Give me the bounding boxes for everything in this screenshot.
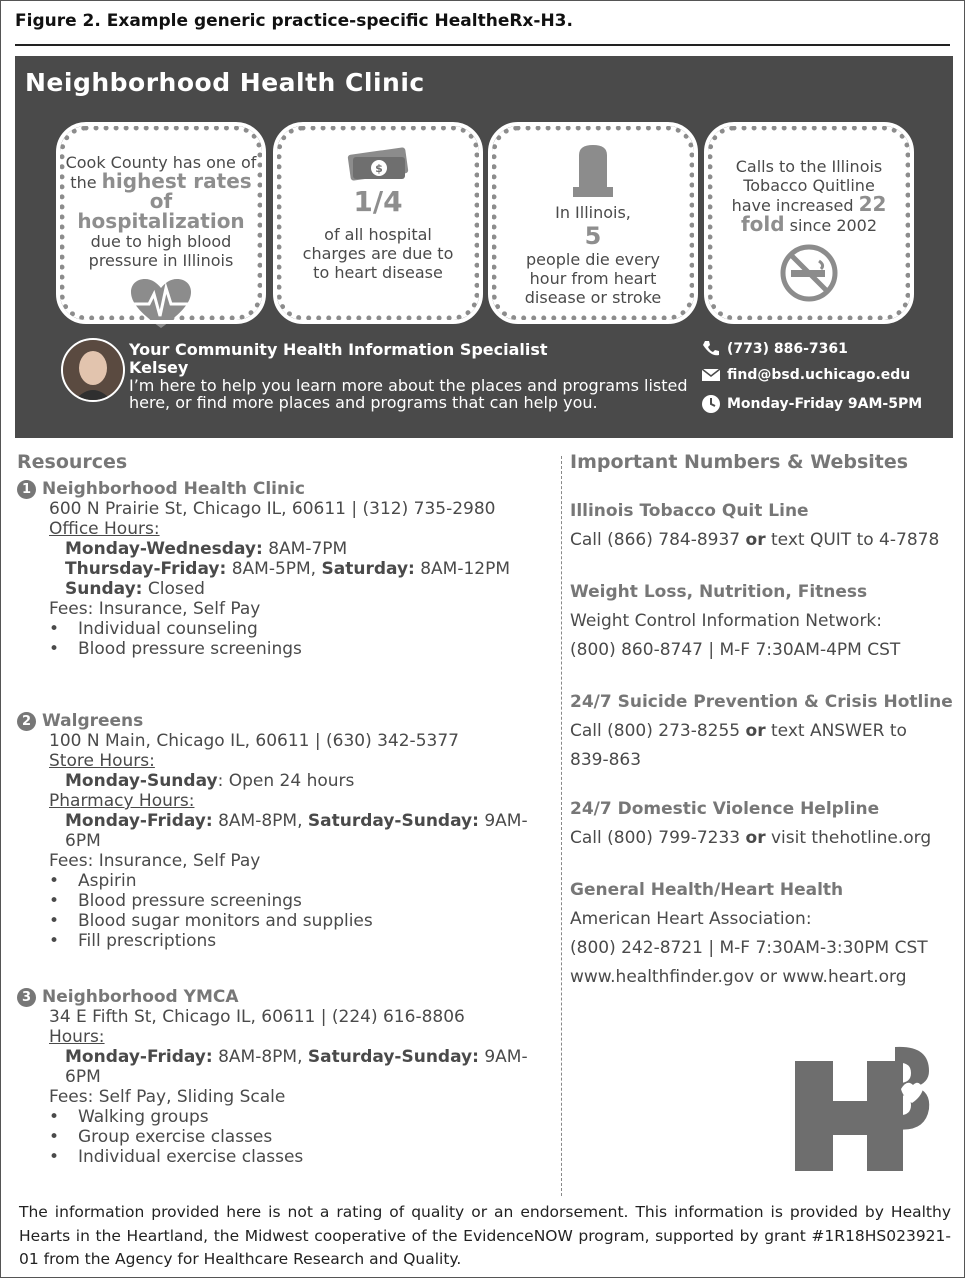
number-entry [570,876,955,992]
list-item: • Blood pressure screenings [49,891,302,911]
contact-phone[interactable]: (773) 886-7361 [701,339,848,359]
resource-name: Walgreens [42,711,144,731]
phone-icon [701,339,721,359]
entry-line: 839-863 [570,750,642,770]
hours-line: Monday-Sunday: Open 24 hours [65,771,355,791]
resource-name: Neighborhood YMCA [42,987,239,1007]
number-entry [570,578,955,665]
important-numbers-section [570,451,955,987]
entry-title: Weight Loss, Nutrition, Fitness [570,582,868,602]
entry-line: (800) 242-8721 | M-F 7:30AM-3:30PM CST [570,938,928,958]
clock-icon [701,394,721,414]
clinic-title: Neighborhood Health Clinic [25,68,425,97]
specialist-name: Kelsey [129,358,189,377]
list-item: • Group exercise classes [49,1127,273,1147]
figure-title: Figure 2. Example generic practice-specific HealtheRx-H3. [15,11,573,31]
stat-card-quitline [708,126,910,320]
hours-label: Office Hours: [49,519,160,539]
card-emphasis: highest rates of hospitalization [77,169,252,233]
entry-title: General Health/Heart Health [570,880,844,900]
card-text-post: due to high blood pressure in Illinois [88,232,234,270]
specialist-info [129,341,689,411]
card-emphasis: 22 fold [740,192,887,236]
h3-logo [791,1043,936,1173]
money-icon [343,145,413,183]
resource-item [17,987,557,1167]
stat-card-hospitalization [60,126,262,320]
entry-line: Call (866) 784-8937 or text QUIT to 4-7878 [570,530,940,550]
card-text-post: of all hospital charges are due to to heart disease [302,225,454,282]
hours-line: Thursday-Friday: 8AM-5PM, Saturday: 8AM-12PM [65,559,511,579]
entry-line: Call (800) 273-8255 or text ANSWER to [570,721,907,741]
stat-card-charges [277,126,479,320]
resource-item [17,479,557,659]
entry-line: (800) 860-8747 | M-F 7:30AM-4PM CST [570,640,901,660]
fees: Fees: Insurance, Self Pay [49,599,261,619]
hours-line: Monday-Friday: 8AM-8PM, Saturday-Sunday: 9AM-6PM [65,811,528,851]
entry-title: 24/7 Domestic Violence Helpline [570,799,880,819]
entry-title: Illinois Tobacco Quit Line [570,501,809,521]
title-rule [15,44,950,46]
fees: Fees: Self Pay, Sliding Scale [49,1087,286,1107]
list-item: • Blood pressure screenings [49,639,302,659]
hours-line: Monday-Friday: 8AM-8PM, Saturday-Sunday: 9AM-6PM [65,1047,528,1087]
card-big-number: 5 [584,222,602,250]
resources-heading: Resources [17,451,128,473]
tombstone-icon [569,141,617,199]
card-text-post: people die every hour from heart disease or stroke [524,250,662,307]
specialist-description: I’m here to help you learn more about the places and programs listed here, or find more places and programs that can help you. [129,376,688,412]
card-text-pre: Calls to the Illinois Tobacco Quitline have increased [731,157,883,215]
resource-address: 600 N Prairie St, Chicago IL, 60611 | (312) 735-2980 [49,499,496,519]
hours-line: Monday-Wednesday: 8AM-7PM [65,539,348,559]
avatar [61,338,125,402]
resource-number: 1 [17,480,36,499]
number-entry [570,795,955,853]
hours-label: Store Hours: [49,751,155,771]
contact-email[interactable]: find@bsd.uchicago.edu [701,367,910,383]
card-text-pre: In Illinois, [555,203,631,222]
list-item: • Fill prescriptions [49,931,217,951]
list-item: • Blood sugar monitors and supplies [49,911,373,931]
entry-title: 24/7 Suicide Prevention & Crisis Hotline [570,692,953,712]
resources-section [17,451,557,1167]
resource-address: 100 N Main, Chicago IL, 60611 | (630) 342-5377 [49,731,459,751]
resource-address: 34 E Fifth St, Chicago IL, 60611 | (224) 616-8806 [49,1007,465,1027]
no-smoking-icon [779,243,839,303]
entry-line: American Heart Association: [570,909,812,929]
resource-item [17,711,557,951]
footer-disclaimer: The information provided here is not a rating of quality or an endorsement. This information is provided by Healthy Hearts in the Heartland, the Midwest cooperative of the EvidenceNOW program, supported by grant #1R18HS023921-01 from the Agency for Healthcare Research and Quality. [19,1203,951,1268]
resource-name: Neighborhood Health Clinic [42,479,305,499]
email-icon [701,367,721,383]
list-item: • Walking groups [49,1107,209,1127]
fees: Fees: Insurance, Self Pay [49,851,261,871]
list-item: • Aspirin [49,871,137,891]
contact-hours: Monday-Friday 9AM-5PM [701,394,922,414]
hours-label: Hours: [49,1027,105,1047]
list-item: • Individual counseling [49,619,258,639]
entry-line: Weight Control Information Network: [570,611,883,631]
header-banner [15,56,953,438]
list-item: • Individual exercise classes [49,1147,304,1167]
specialist-heading: Your Community Health Information Specialist [129,340,548,359]
svg-text:$: $ [375,162,383,175]
heart-pulse-icon [129,278,193,330]
stat-card-deaths [492,126,694,320]
column-divider [561,456,562,1196]
card-text-post: since 2002 [789,216,878,235]
resource-number: 2 [17,712,36,731]
entry-line: Call (800) 799-7233 or visit thehotline.org [570,828,932,848]
hours-line: Sunday: Closed [65,579,205,599]
number-entry [570,688,955,775]
card-big-number: 1/4 [353,185,403,218]
entry-line: www.healthfinder.gov or www.heart.org [570,967,907,987]
numbers-heading: Important Numbers & Websites [570,451,909,473]
resource-number: 3 [17,988,36,1007]
hours-label: Pharmacy Hours: [49,791,195,811]
number-entry [570,497,955,555]
card-text-pre: Cook County has one of the [65,153,257,192]
